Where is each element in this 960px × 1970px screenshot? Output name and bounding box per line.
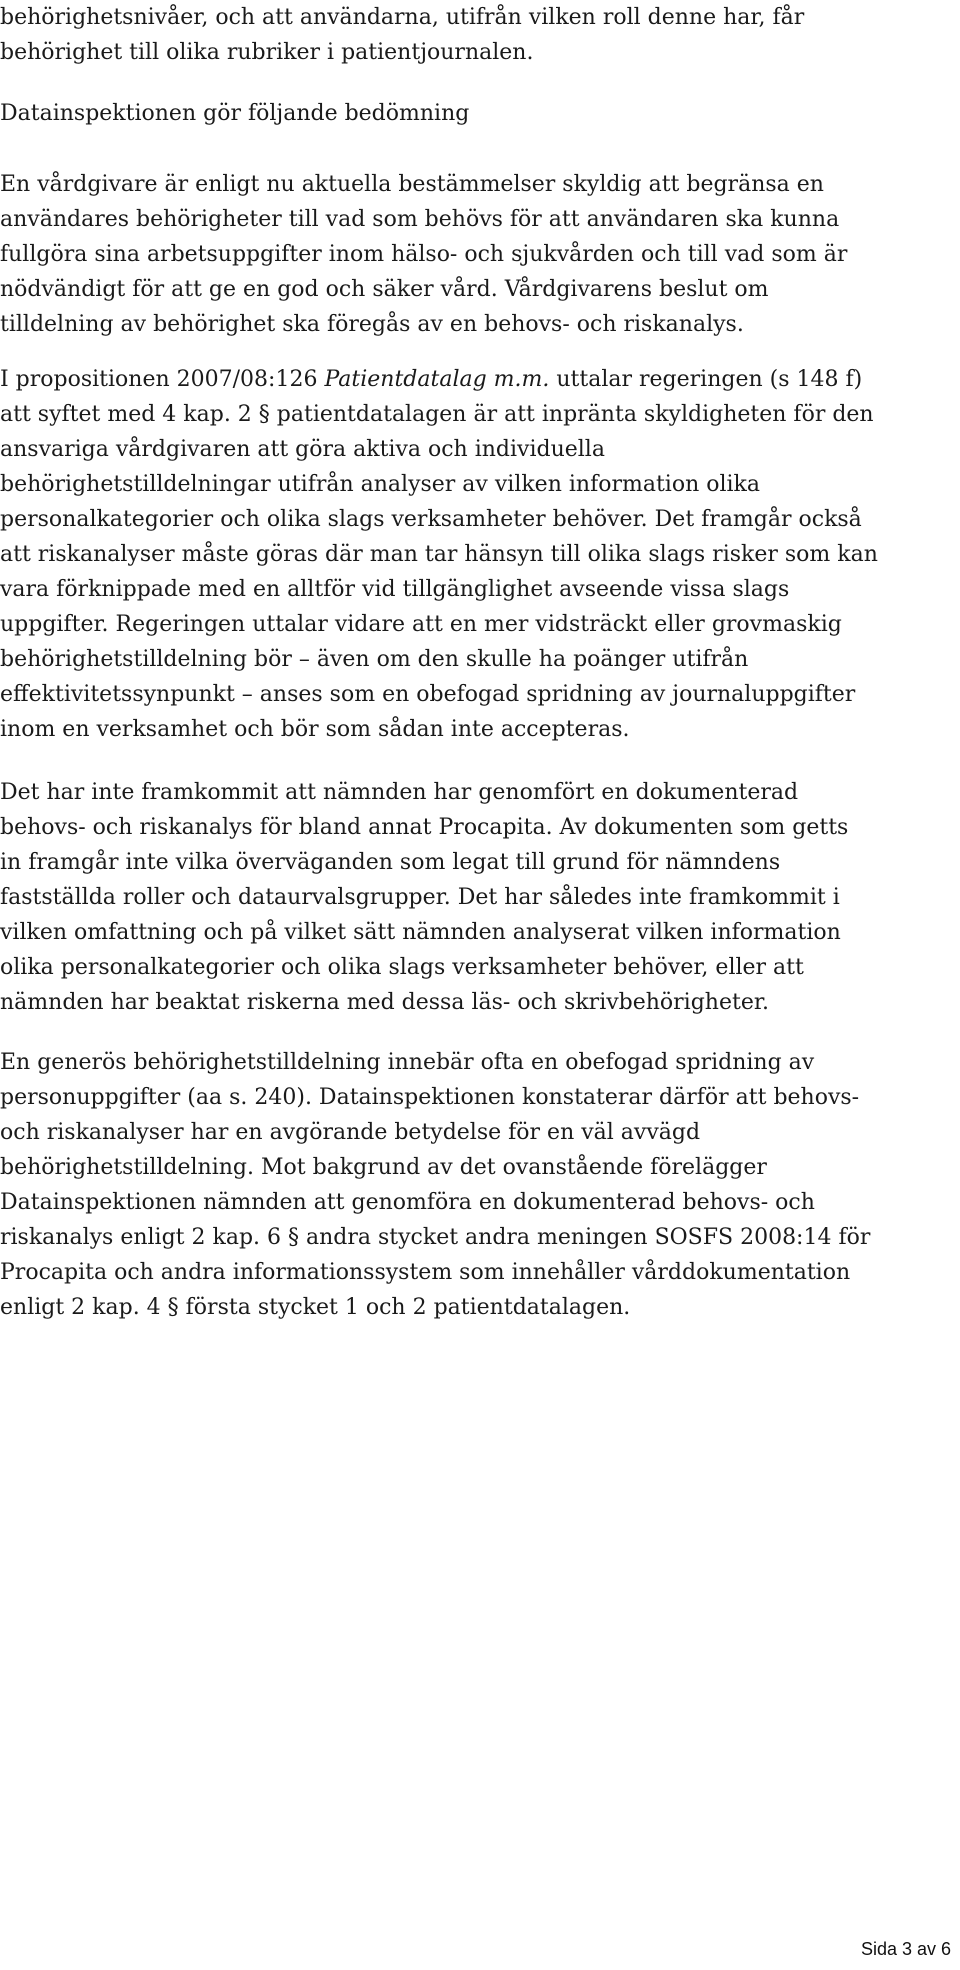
text-line: nämnden har beaktat riskerna med dessa läs- och skrivbehörigheter. bbox=[0, 990, 769, 1015]
paragraph-assessment bbox=[0, 167, 950, 342]
text-line: olika personalkategorier och olika slags verksamheter behöver, eller att bbox=[0, 955, 804, 980]
paragraph-order bbox=[0, 1045, 950, 1325]
text-span: uttalar regeringen (s 148 f) bbox=[549, 367, 863, 392]
text-line: behörighetstilldelning. Mot bakgrund av det ovanstående förelägger bbox=[0, 1155, 767, 1180]
text-span: I propositionen 2007/08:126 bbox=[0, 367, 325, 392]
text-line: personuppgifter (aa s. 240). Datainspektionen konstaterar därför att behovs- bbox=[0, 1085, 860, 1110]
text-line: in framgår inte vilka överväganden som legat till grund för nämndens bbox=[0, 850, 781, 875]
text-line: användares behörigheter till vad som behövs för att användaren ska kunna bbox=[0, 207, 840, 232]
text-line: behörighetstilldelningar utifrån analyser av vilken information olika bbox=[0, 472, 760, 497]
text-line bbox=[0, 362, 950, 397]
text-line: Procapita och andra informationssystem som innehåller vårddokumentation bbox=[0, 1260, 851, 1285]
text-line: fastställda roller och dataurvalsgrupper. Det har således inte framkommit i bbox=[0, 885, 840, 910]
text-line: behörighet till olika rubriker i patientjournalen. bbox=[0, 40, 534, 65]
text-line: En generös behörighetstilldelning innebär ofta en obefogad spridning av bbox=[0, 1050, 815, 1075]
text-line: vilken omfattning och på vilket sätt nämnden analyserat vilken information bbox=[0, 920, 841, 945]
text-line: Datainspektionen nämnden att genomföra en dokumenterad behovs- och bbox=[0, 1190, 815, 1215]
italic-title: Patientdatalag m.m. bbox=[324, 367, 550, 392]
section-heading bbox=[0, 96, 950, 131]
text-line: behovs- och riskanalys för bland annat Procapita. Av dokumenten som getts bbox=[0, 815, 849, 840]
text-line: personalkategorier och olika slags verksamheter behöver. Det framgår också bbox=[0, 507, 862, 532]
text-line: tilldelning av behörighet ska föregås av en behovs- och riskanalys. bbox=[0, 312, 744, 337]
text-line: behörighetsnivåer, och att användarna, utifrån vilken roll denne har, får bbox=[0, 5, 805, 30]
text-line: Det har inte framkommit att nämnden har genomfört en dokumenterad bbox=[0, 780, 799, 805]
text-line: nödvändigt för att ge en god och säker vård. Vårdgivarens beslut om bbox=[0, 277, 769, 302]
text-line: fullgöra sina arbetsuppgifter inom hälso- och sjukvården och till vad som är bbox=[0, 242, 848, 267]
text-line: att syftet med 4 kap. 2 § patientdatalagen är att inpränta skyldigheten för den bbox=[0, 402, 874, 427]
intro-paragraph bbox=[0, 0, 950, 70]
text-line: och riskanalyser har en avgörande betydelse för en väl avvägd bbox=[0, 1120, 701, 1145]
text-line: att riskanalyser måste göras där man tar hänsyn till olika slags risker som kan bbox=[0, 542, 878, 567]
paragraph-proposition bbox=[0, 362, 950, 747]
text-line: inom en verksamhet och bör som sådan inte accepteras. bbox=[0, 717, 630, 742]
text-line: vara förknippade med en alltför vid tillgänglighet avseende vissa slags bbox=[0, 577, 790, 602]
text-line: behörighetstilldelning bör – även om den skulle ha poänger utifrån bbox=[0, 647, 749, 672]
paragraph-findings bbox=[0, 775, 950, 1020]
heading-text: Datainspektionen gör följande bedömning bbox=[0, 101, 470, 126]
text-line: enligt 2 kap. 4 § första stycket 1 och 2 patientdatalagen. bbox=[0, 1295, 631, 1320]
text-line: ansvariga vårdgivaren att göra aktiva och individuella bbox=[0, 437, 605, 462]
text-line: effektivitetssynpunkt – anses som en obefogad spridning av journaluppgifter bbox=[0, 682, 856, 707]
text-line: En vårdgivare är enligt nu aktuella bestämmelser skyldig att begränsa en bbox=[0, 172, 824, 197]
text-line: uppgifter. Regeringen uttalar vidare att en mer vidsträckt eller grovmaskig bbox=[0, 612, 842, 637]
page-number: Sida 3 av 6 bbox=[860, 1939, 951, 1959]
text-line: riskanalys enligt 2 kap. 6 § andra stycket andra meningen SOSFS 2008:14 för bbox=[0, 1225, 871, 1250]
